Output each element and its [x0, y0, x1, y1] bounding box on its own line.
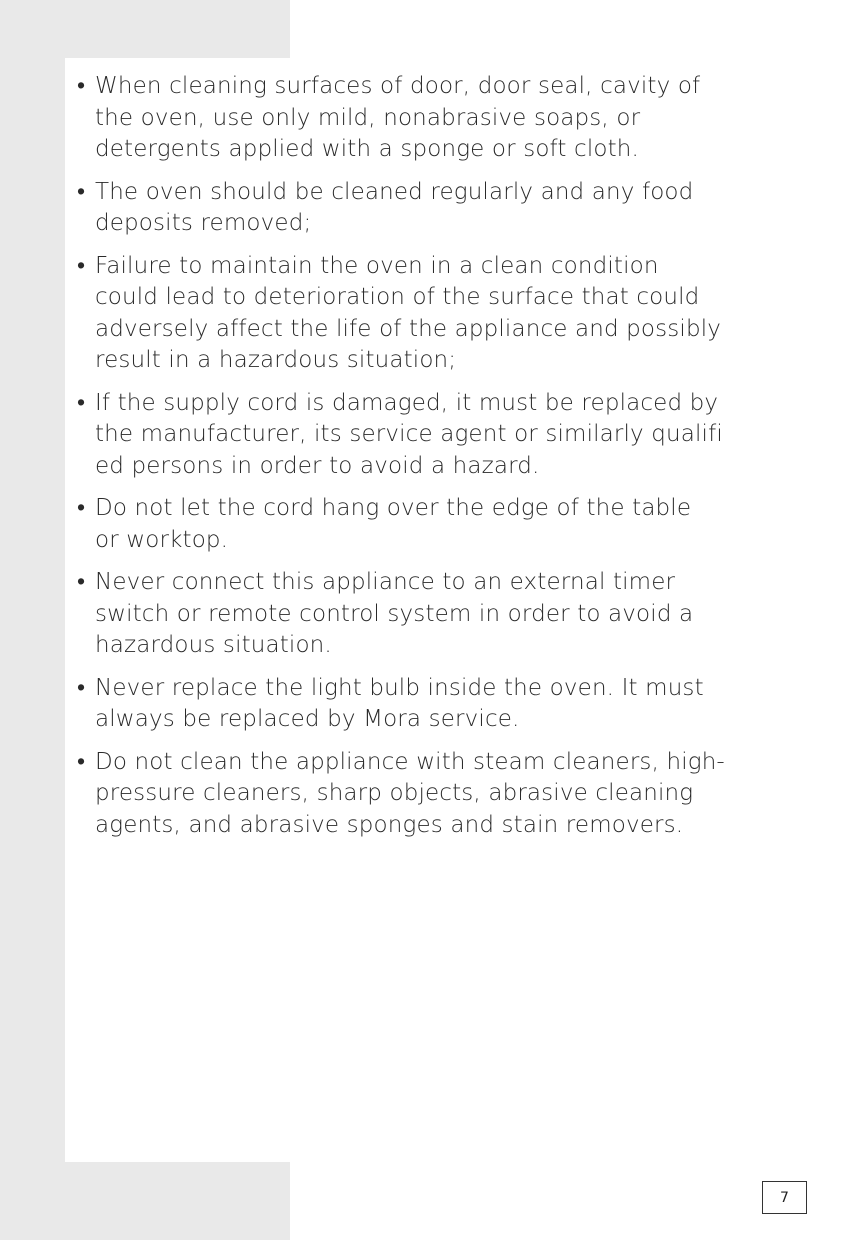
item-line: deposits removed; — [95, 210, 312, 236]
item-line: agents, and abrasive sponges and stain removers. — [95, 811, 684, 838]
content-panel — [65, 58, 856, 1162]
item-line: Do not clean the appliance with steam cleaners, high- — [95, 748, 725, 775]
item-line: the oven, use only mild, nonabrasive soaps, or — [95, 104, 641, 131]
bullet-icon: • — [77, 389, 86, 416]
item-line: hazardous situation. — [95, 632, 332, 658]
list-item — [77, 251, 789, 377]
item-line: When cleaning surfaces of door, door seal, cavity of — [95, 73, 701, 99]
item-line: Failure to maintain the oven in a clean condition — [95, 252, 659, 279]
list-item — [77, 567, 789, 662]
item-line: result in a hazardous situation; — [95, 347, 457, 373]
item-line: Do not let the cord hang over the edge of the table — [95, 495, 692, 521]
bullet-icon: • — [77, 748, 86, 775]
list-item — [77, 177, 789, 240]
bullet-icon: • — [77, 569, 86, 595]
item-line: switch or remote control system in order to avoid a — [95, 600, 694, 627]
item-line: Never connect this appliance to an external timer — [95, 569, 676, 595]
item-line: could lead to deterioration of the surface that could — [95, 284, 700, 310]
item-line: Never replace the light bulb inside the oven. It must — [95, 674, 704, 701]
safety-instructions-list — [77, 71, 789, 852]
item-line: ed persons in order to avoid a hazard. — [95, 452, 540, 479]
bullet-icon: • — [77, 73, 86, 99]
item-line: detergents applied with a sponge or soft cloth. — [95, 136, 639, 162]
list-item — [77, 493, 789, 556]
item-line: The oven should be cleaned regularly and any food — [95, 178, 694, 205]
item-line: the manufacturer, its service agent or similarly qualifi — [95, 421, 723, 447]
bullet-icon: • — [77, 674, 86, 701]
item-line: pressure cleaners, sharp objects, abrasive cleaning — [95, 780, 694, 806]
item-line: adversely affect the life of the appliance and possibly — [95, 315, 722, 342]
item-line: If the supply cord is damaged, it must be replaced by — [95, 389, 719, 416]
list-item — [77, 747, 789, 842]
list-item — [77, 388, 789, 483]
item-line: or worktop. — [95, 526, 229, 553]
list-item — [77, 673, 789, 736]
item-line: always be replaced by Mora service. — [95, 706, 520, 732]
bullet-icon: • — [77, 252, 86, 279]
bullet-icon: • — [77, 178, 86, 205]
bullet-icon: • — [77, 495, 86, 521]
list-item — [77, 71, 789, 166]
page-number: 7 — [762, 1181, 807, 1214]
